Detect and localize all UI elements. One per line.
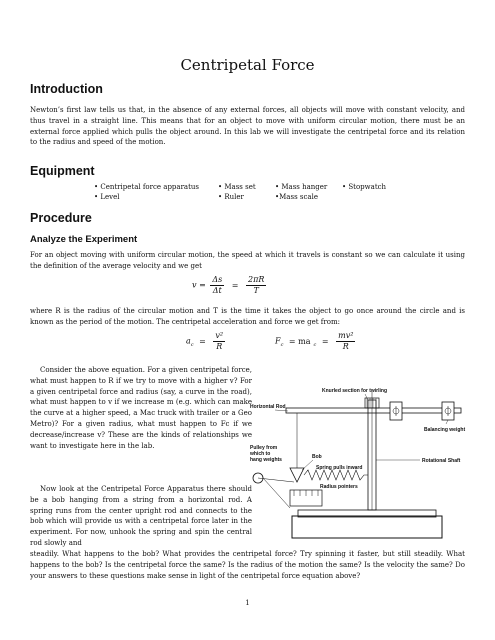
- label-balancing: Balancing weight: [424, 427, 466, 433]
- equipment-item: • Stopwatch: [342, 183, 387, 191]
- page-title: Centripetal Force: [180, 56, 315, 74]
- centripetal-force-equation: $F_c$ = ma $_c$ = $\frac{\text{mv²}}{R}$: [275, 331, 354, 351]
- label-radius: Radius pointers: [320, 484, 358, 490]
- label-pulley-line1: Pulley from: [250, 445, 278, 451]
- centripetal-apparatus-diagram: [250, 378, 468, 550]
- centripetal-acceleration-equation: $a_c$ = $\frac{\text{v²}}{R}$: [186, 331, 224, 351]
- equipment-item: • Level: [94, 193, 120, 201]
- procedure-paragraph-2: where R is the radius of the circular motion and T is the time it takes the object to go once around the circle and is known as the period of the motion. The centripetal acceleration and force we get from:: [30, 307, 465, 326]
- label-spring: Spring pulls inward: [316, 465, 363, 471]
- equipment-item: • Centripetal force apparatus: [94, 183, 200, 191]
- radius-pointers: [290, 490, 322, 506]
- procedure-paragraph-4: Now look at the Centripetal Force Apparatus there should be a bob hanging from a string from a horizontal rod. A spring runs from the center upright rod and connects to the bob which will provide us with a centripetal force later in the experiment. For now, unhook the spring and spin the central rod slowly and: [30, 485, 252, 547]
- equipment-item: • Ruler: [218, 193, 244, 201]
- label-shaft: Rotational Shaft: [422, 458, 461, 464]
- spring: [304, 470, 368, 480]
- label-horizontal-rod: Horizontal Rod: [250, 404, 286, 410]
- procedure-paragraph-5: steadily. What happens to the bob? What provides the centripetal force? Try spinning it faster, but still steadily. What happens to the bob? Is the centripetal force the same? Is the radius of the motion the same? Is the velocity the same? Do your answers to these questions make sense in light of the centripetal force equation above?: [30, 550, 465, 580]
- horizontal-rod: [286, 408, 461, 413]
- section-heading-introduction: Introduction: [30, 82, 103, 96]
- procedure-paragraph-3: Consider the above equation. For a given centripetal force, what must happen to R if we try to move with a higher v? For a given centripetal force and radius (say, a curve in the road), what must happen to v if we increase m (e.g. which can make the curve at a higher speed, a Mac truck with trailer or a Geo Metro)? For a given radius, what must happen to Fc if we decrease/increase v? These are the kinds of relationships we want to investigate here in the lab.: [30, 366, 252, 450]
- apparatus-base: [292, 516, 442, 538]
- section-heading-equipment: Equipment: [30, 164, 95, 178]
- equipment-item: • Mass set: [218, 183, 256, 191]
- subsection-heading-analyze: Analyze the Experiment: [30, 234, 138, 245]
- bob: [290, 468, 304, 482]
- label-pulley-line3: hang weights: [250, 457, 282, 463]
- page-number: 1: [245, 599, 250, 607]
- label-knurled: Knurled section for twirling: [322, 388, 388, 394]
- velocity-equation: v = $\frac{\Delta s}{\Delta t}$ = $\frac{2\pi R}{T}$: [192, 275, 265, 295]
- section-heading-procedure: Procedure: [30, 211, 92, 225]
- procedure-paragraph-1: For an object moving with uniform circular motion, the speed at which it travels is constant so we can calculate it using the definition of the average velocity and we get: [30, 251, 465, 270]
- label-pulley-line2: which to: [250, 451, 271, 457]
- intro-paragraph: Newton’s first law tells us that, in the absence of any external forces, all objects will move with constant velocity, and thus travel in a straight line. This means that for an object to move with uniform circular motion, there must be an external force applied which pulls the object around. In this lab we will investigate the centripetal force and its relation to the radius and speed of the motion.: [30, 106, 465, 147]
- label-bob: Bob: [312, 454, 322, 460]
- equipment-item: • Mass hanger: [275, 183, 328, 191]
- equipment-item: •Mass scale: [275, 193, 318, 201]
